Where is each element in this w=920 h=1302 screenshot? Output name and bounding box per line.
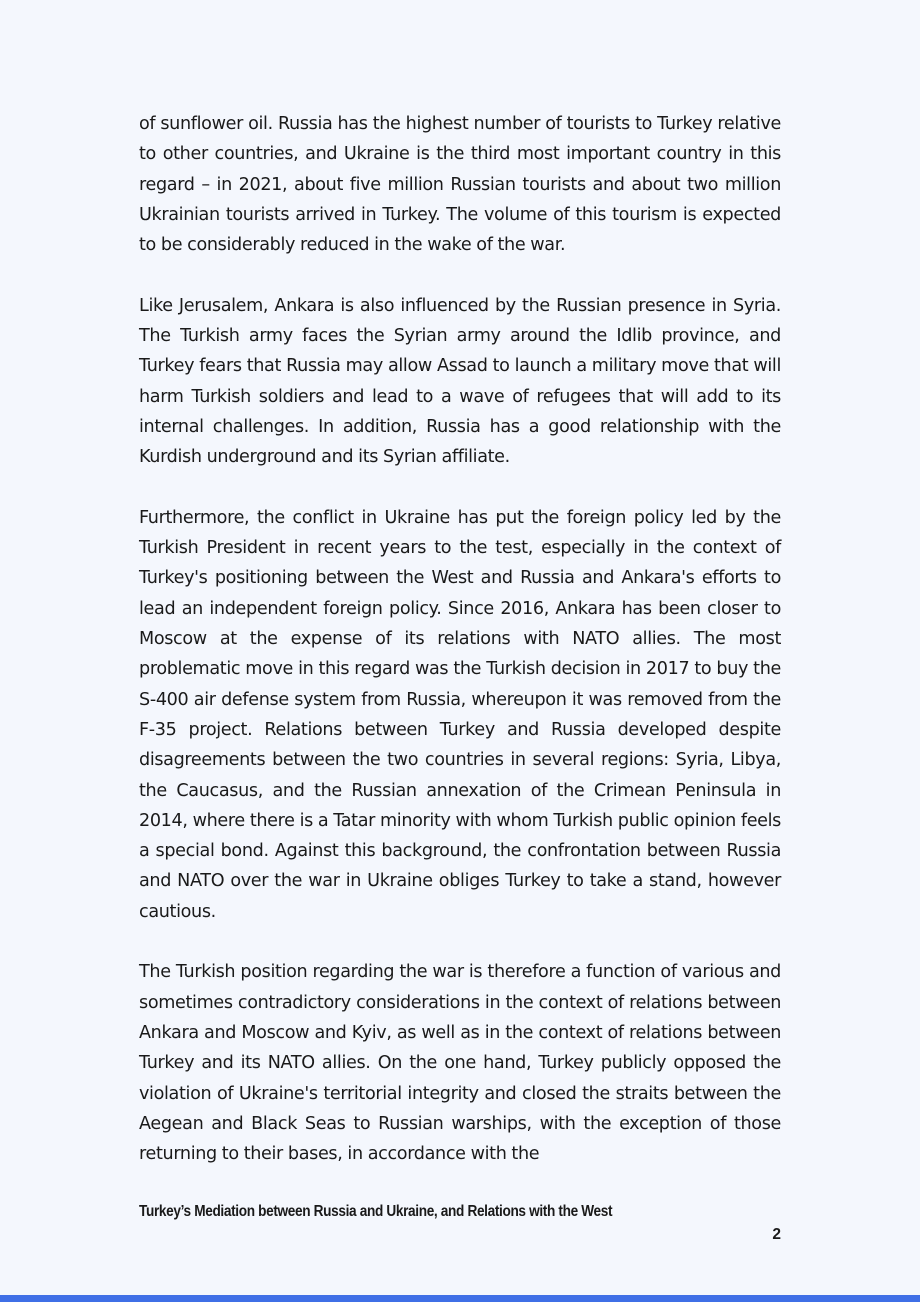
paragraph-4: The Turkish position regarding the war is therefore a function of various and sometimes contradictory considerations in the context of relations between Ankara and Moscow and Kyiv, as well as in the context of relations between Turkey and its NATO allies. On the one hand, Turkey publicly opposed the violation of Ukraine's territorial integrity and closed the straits between the Aegean and Black Seas to Russian warships, with the exception of those returning to their bases, in accordance with the (139, 962, 781, 1165)
document-body (139, 109, 781, 1200)
paragraph-3: Furthermore, the conflict in Ukraine has put the foreign policy led by the Turkish President in recent years to the test, especially in the context of Turkey's positioning between the West and Russia and Ankara's efforts to lead an independent foreign policy. Since 2016, Ankara has been closer to Moscow at the expense of its relations with NATO allies. The most problematic move in this regard was the Turkish decision in 2017 to buy the S-400 air defense system from Russia, whereupon it was removed from the F-35 project. Relations between Turkey and Russia developed despite disagreements between the two countries in several regions: Syria, Libya, the Caucasus, and the Russian annexation of the Crimean Peninsula in 2014, where there is a Tatar minority with whom Turkish public opinion feels a special bond. Against this background, the confrontation between Russia and NATO over the war in Ukraine obliges Turkey to take a stand, however cautious. (139, 507, 781, 922)
paragraph-2: Like Jerusalem, Ankara is also influenced by the Russian presence in Syria. The Turkish army faces the Syrian army around the Idlib province, and Turkey fears that Russia may allow Assad to launch a military move that will harm Turkish soldiers and lead to a wave of refugees that will add to its internal challenges. In addition, Russia has a good relationship with the Kurdish underground and its Syrian affiliate. (139, 295, 781, 468)
accent-bar (0, 1295, 920, 1302)
paragraph-1: of sunflower oil. Russia has the highest number of tourists to Turkey relative to other countries, and Ukraine is the third most important country in this regard – in 2021, about five million Russian tourists and about two million Ukrainian tourists arrived in Turkey. The volume of this tourism is expected to be considerably reduced in the wake of the war. (139, 114, 781, 256)
page-footer (139, 1200, 781, 1250)
footer-title: Turkey’s Mediation between Russia and Ukraine, and Relations with the West (139, 1203, 613, 1220)
page-number: 2 (772, 1226, 781, 1243)
